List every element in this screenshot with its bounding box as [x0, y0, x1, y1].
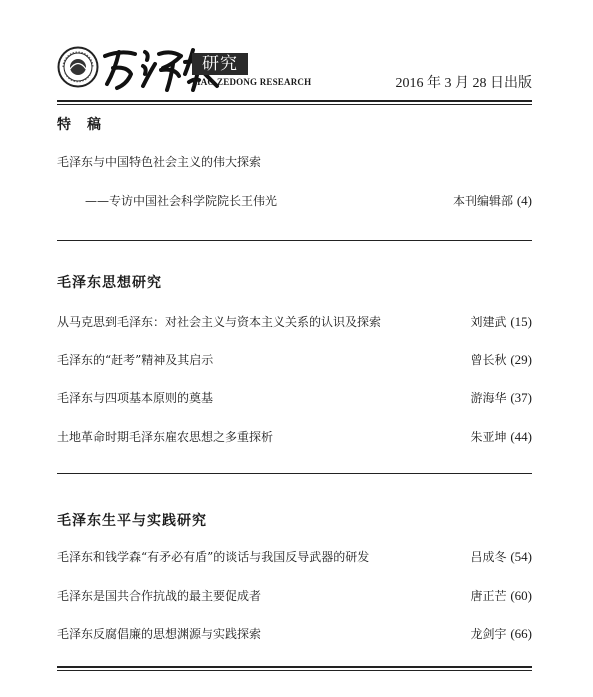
- article-title: 从马克思到毛泽东：对社会主义与资本主义关系的认识及探索: [57, 315, 382, 329]
- author-page: [470, 390, 532, 406]
- article-title: 毛泽东与四项基本原则的奠基: [57, 391, 214, 405]
- author-page: [470, 352, 532, 368]
- page-number: (37): [510, 390, 532, 405]
- issue-date: 2016 年 3 月 28 日出版: [395, 76, 532, 91]
- page-number: (29): [510, 352, 532, 367]
- article-subtitle: ——专访中国社会科学院院长王伟光: [85, 194, 278, 208]
- page-number: (54): [510, 549, 532, 564]
- author-name: 刘建武: [470, 315, 507, 329]
- article-title: 毛泽东反腐倡廉的思想渊源与实践探索: [57, 627, 262, 641]
- section-divider: [57, 240, 532, 241]
- article-title: 土地革命时期毛泽东雇农思想之多重探析: [57, 430, 274, 444]
- article-title: 毛泽东和钱学森“有矛必有盾”的谈话与我国反导武器的研发: [57, 550, 370, 564]
- author-page: [470, 314, 532, 330]
- masthead-subtitle: MAO ZEDONG RESEARCH: [192, 77, 312, 87]
- author-name: 游海华: [470, 391, 507, 405]
- header-rule: [57, 100, 532, 102]
- footer-rule: [57, 666, 532, 668]
- page-number: (60): [510, 588, 532, 603]
- author-name: 曾长秋: [470, 353, 507, 367]
- masthead-box-title: 研究: [192, 53, 248, 75]
- author-page: [470, 626, 532, 642]
- author-page: [470, 588, 532, 604]
- section-title-special: 特 稿: [57, 117, 102, 133]
- section-title-life-practice: 毛泽东生平与实践研究: [57, 513, 207, 529]
- page-number: (66): [510, 626, 532, 641]
- author-name: 朱亚坤: [470, 430, 507, 444]
- author-page: [470, 429, 532, 445]
- author-name: 唐正芒: [470, 589, 507, 603]
- author-page: [453, 193, 532, 209]
- page-number: (15): [510, 314, 532, 329]
- page-number: (44): [510, 429, 532, 444]
- institute-seal-logo: [57, 46, 99, 88]
- author-name: 龙剑宇: [470, 627, 507, 641]
- article-title: 毛泽东是国共合作抗战的最主要促成者: [57, 589, 262, 603]
- page-number: (4): [516, 193, 532, 208]
- author-page: [470, 549, 532, 565]
- author-name: 吕成冬: [470, 550, 507, 564]
- article-title: 毛泽东与中国特色社会主义的伟大探索: [57, 155, 262, 169]
- article-title: 毛泽东的“赶考”精神及其启示: [57, 353, 214, 367]
- masthead: [57, 38, 532, 98]
- author-name: 本刊编辑部: [452, 194, 513, 208]
- section-title-thought: 毛泽东思想研究: [57, 275, 162, 291]
- section-divider: [57, 473, 532, 474]
